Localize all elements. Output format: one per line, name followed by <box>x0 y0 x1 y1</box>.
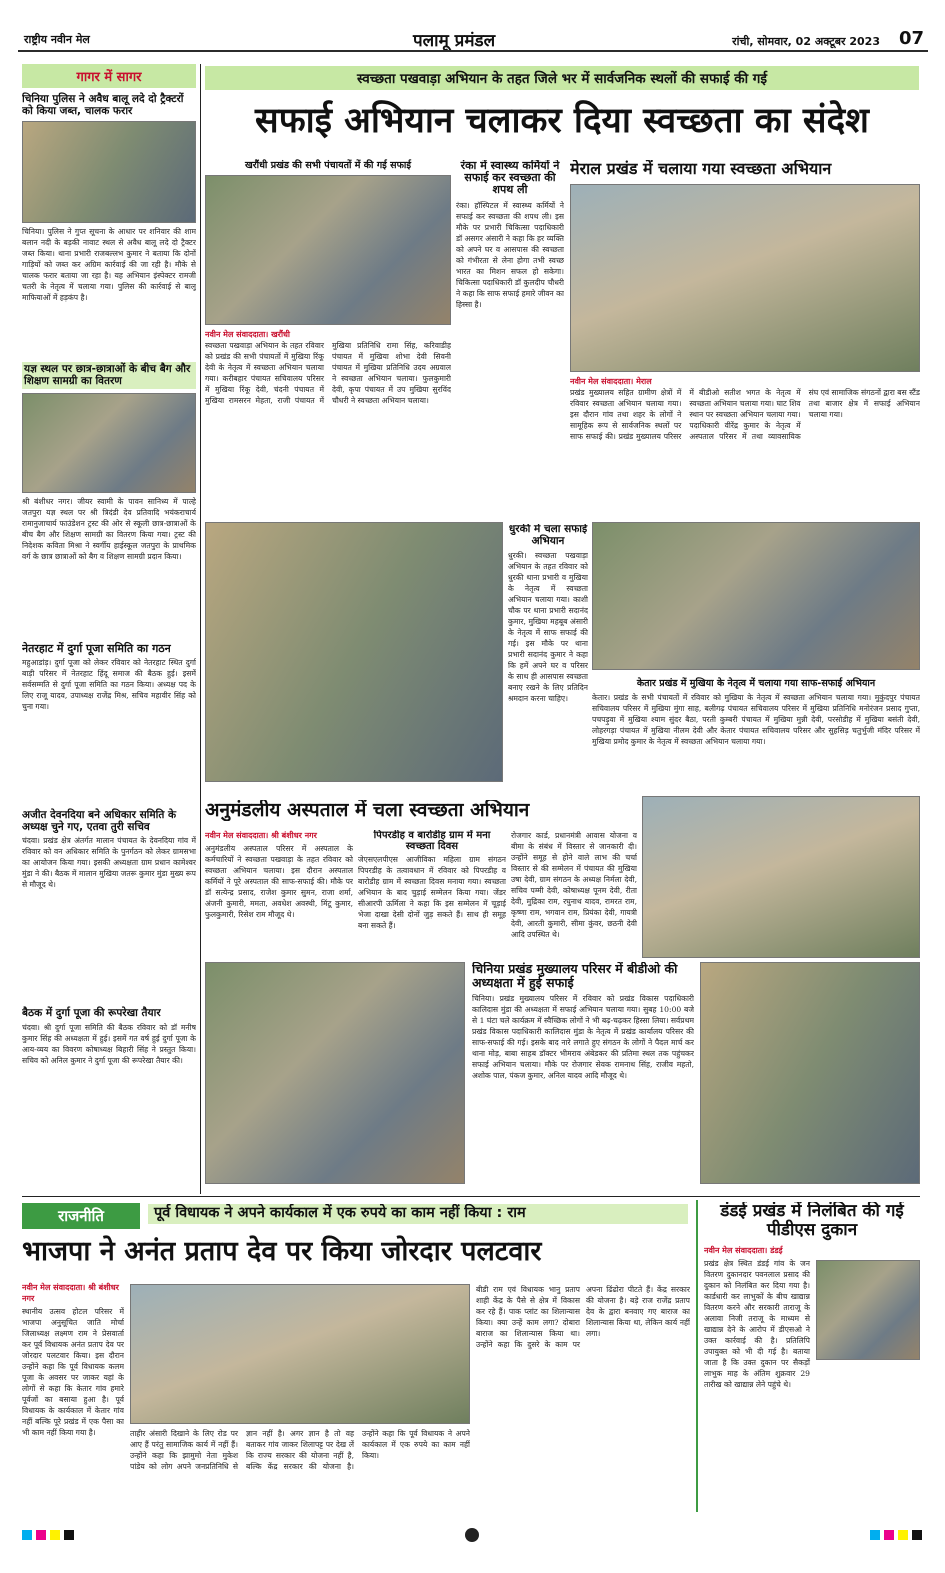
section-divider <box>22 1196 920 1197</box>
yellow-swatch <box>50 1530 60 1540</box>
ketar-photo <box>592 522 920 670</box>
politics-kicker: पूर्व विधायक ने अपने कार्यकाल में एक रुपये का काम नहीं किया : राम <box>148 1204 688 1224</box>
story-headline: यज्ञ स्थल पर छात्र-छात्राओं के बीच बैग और शिक्षण सामग्री का वितरण <box>22 362 196 389</box>
story-body: श्री बंशीधर नगर। जीयर स्वामी के पावन सानिध्य में पाल्हे जतपुरा यज्ञ स्थल पर श्री त्रिदंडी देव प्रतिवादि भयंकराचार्य रामानुजाचार्य फाउंडेशन ट्रस्ट की ओर से स्कूली छात्र-छात्राओं के बीच बैग और शिक्षण सामग्री का वितरण किया गया। ट्रस्ट की निदेशक कविता मिश्रा ने स्वर्गीय हाईस्कूल जतपुरा के प्राथमिक वर्ग के छात्र छात्राओं को बैग व शिक्षण सामग्री प्रदान किया। <box>22 497 196 562</box>
black-swatch <box>912 1530 922 1540</box>
section-label: राजनीति <box>22 1203 140 1229</box>
story-body: रोजगार कार्ड, प्रधानमंत्री आवास योजना व बीमा के संबंध में विस्तार से जानकारी दी। उन्होंने समूह से होने वाले लाभ की चर्चा विस्तार से की सम्मेलन में पंचायत की मुखिया उषा देवी, ग्राम संगठन के अध्यक्ष निर्मला देवी, सचिव पम्मी देवी, कोषाध्यक्ष पूनम देवी, रीता देवी, मुद्रिका राम, रघुनाथ यादव, रामरत राम, कृष्णा राम, भगवान राम, प्रियंका देवी, गायत्री देवी, आरती कुमारी, सीमा कुंवर, छठनी देवी आदि उपस्थित थे। <box>511 831 637 939</box>
story-body: बीडी राम एवं विधायक भानु प्रताप शाही केंद्र के पैसे से क्षेत्र में विकास कर रहे हैं। पाक प्लांट का शिलान्यास किया। क्या उन्हें काम लगा? दोबारा बाराज का शिलान्यास किया था। उन्होंने कहा कि दुसरे के काम पर अपना ढिंढोरा पीटते हैं। केंद्र सरकार की योजना है। बड़े राज राजेंद्र प्रताप देव के द्वारा बनवाए गए बाराज का शिलान्यास किया था, लेकिन कार्य नहीं लगा। <box>476 1285 690 1349</box>
bjp-leaders-photo <box>130 1284 470 1424</box>
ranka-story <box>456 160 564 518</box>
story-headline: नेतरहाट में दुर्गा पूजा समिति का गठन <box>22 642 171 656</box>
story-body: चिनिया। प्रखंड मुख्यालय परिसर में रविवार को प्रखंड विकास पदाधिकारी कालिदास मुंडा की अध्यक्षता में सफाई अभियान चलाया गया। सुबह 10:00 बजे से 1 घंटा चले कार्यक्रम में स्वैच्छिक लोगों ने भी बढ़-चढ़कर हिस्सा लिया। सर्वप्रथम प्रखंड विकास पदाधिकारी कालिदास मुंडा के नेतृत्व में प्रखंड कार्यालय परिसर की साफ-सफाई की गई। इसके बाद नारे लगाते हुए संगठन के लोगों ने पैदल मार्च कर थाना मोड़, बाबा साहब डॉक्टर भीमराव अंबेडकर की प्रतिमा स्थल तक पहुंचकर सफाई अभियान चलाया। मौके पर रोजगार सेवक रामनाथ सिंह, राजीव महतो, अशोक पाल, पंकज कुमार, अनिल यादव आदि मौजूद थे। <box>472 993 694 1080</box>
photo-caption: खरौंधी प्रखंड की सभी पंचायतों में की गई सफाई <box>244 160 412 171</box>
story-body: चंदवा। श्री दुर्गा पूजा समिति की बैठक रविवार को डॉ मनीष कुमार सिंह की अध्यक्षता में हुई। इसमें गत वर्ष हुई दुर्गा पूजा के आय-व्यय का विवरण कोषाध्यक्ष बिहारी सिंह ने प्रस्तुत किया। सचिव को अनिल कुमार ने दुर्गा पूजा की रूपरेखा तैयार की। <box>22 1022 196 1065</box>
masthead <box>18 28 928 52</box>
politics-headline: भाजपा ने अनंत प्रताप देव पर किया जोरदार पलटवार <box>22 1236 542 1267</box>
politics-story <box>22 1282 124 1510</box>
story-headline: बैठक में दुर्गा पूजा की रूपरेखा तैयार <box>22 1007 161 1020</box>
cleaning-photo <box>205 175 451 325</box>
story-headline: चिनिया पुलिस ने अवैध बालू लदे दो ट्रैक्टरों को किया जब्त, चालक फरार <box>22 93 184 117</box>
story-body: स्थानीय उत्सव होटल परिसर में भाजपा अनुसूचित जाति मोर्चा जिलाध्यक्ष लक्ष्मण राम ने प्रेसवार्ता कर पूर्व विधायक अनंत प्रताप देव पर जोरदार पलटवार किया। इस दौरान उन्होंने कहा कि पूर्व विधायक कलम पूजा के अवसर पर जाकर यहां के लोगों से कहा कि केतार गांव हमारे पूर्वजों का बसाया हुआ है। पूर्व विधायक के कार्यकाल में केतार गांव नहीं बल्कि पूरे प्रखंड में एक पैसा का भी काम नहीं किया गया है। <box>22 1307 124 1437</box>
lead-headline: सफाई अभियान चलाकर दिया स्वच्छता का संदेश <box>255 101 869 141</box>
ketar-story <box>592 522 920 787</box>
story-headline: डंडई प्रखंड में निलंबित की गई पीडीएस दुकान <box>720 1202 904 1240</box>
story-body: चंदवा। प्रखंड क्षेत्र अंतर्गत मालान पंचायत के देवनदिया गांव में रविवार को वन अधिकार समिति के पुनर्गठन को लेकर ग्रामसभा का आयोजन किया गया। इसकी अध्यक्षता ग्राम प्रधान कामेश्वर मुंडा ने की। बैठक में मालान मुखिया जतरू कुमार मुंडा मुख्य रूप से मौजूद थे। <box>22 836 196 890</box>
column-divider <box>200 64 201 1194</box>
meral-photo <box>570 184 920 372</box>
cyan-swatch <box>870 1530 880 1540</box>
lead-kicker: स्वच्छता पखवाड़ा अभियान के तहत जिले भर में सार्वजनिक स्थलों की सफाई की गई <box>205 66 919 90</box>
tractor-photo <box>22 121 196 223</box>
black-swatch <box>64 1530 74 1540</box>
story-headline: पिपरडीह व बारोडीह ग्राम में मना स्वच्छता दिवस <box>373 830 491 852</box>
magenta-swatch <box>884 1530 894 1540</box>
dhurki-story <box>508 524 588 782</box>
ration-shop-photo <box>816 1260 920 1360</box>
piprdih-story <box>358 830 506 958</box>
story-body: चिनिया। पुलिस ने गुप्त सूचना के आधार पर शनिवार की शाम बलान नदी के बड़की नावाट स्थल से अवैध बालू लदे दो ट्रैक्टर जब्त किया। थाना प्रभारी राजबल्लभ कुमार ने बताया कि दोनों गाड़ियों को जब्त कर अग्रिम कार्रवाई की जा रही है। मौके से चालक फरार बताया जा रहा है। यह अभियान इंस्पेक्टर रामजी चतरी के नेतृत्व में चलाया गया। पुलिस की कार्रवाई से बालू माफियाओं में हड़कंप है। <box>22 227 196 303</box>
story-headline: चिनिया प्रखंड मुख्यालय परिसर में बीडीओ की अध्यक्षता में हुई सफाई <box>472 962 678 990</box>
byline: नवीन मेल संवाददाता। मेराल <box>570 376 652 386</box>
story-body: केतार। प्रखंड के सभी पंचायतों में रविवार को मुखिया के नेतृत्व में स्वच्छता अभियान चलाया गया। मुकुंदपुर पंचायत सचिवालय परिसर में मुखिया मुंगा साह, बलीगढ़ पंचायत सचिवालय परिसर में मुखिया प्रतिनिधि मनोरंजन प्रसाद गुप्ता, पचपड़ुवा में मुखिया श्याम सुंदर बैठा, परती कुम्बरी पंचायत में मुखिया मुन्नी देवी, परसोडीह में मुखिया बसंती देवी, लोहरगड़ा पंचायत में मुखिया नीलम देवी और केतार पंचायत सचिवालय परिसर और सुहसिड़ चतुर्भुजी मंदिर परिसर में मुखिया प्रमोद कुमार के नेतृत्व में स्वच्छता अभियान चलाया गया। <box>592 693 920 746</box>
column-divider <box>696 1200 698 1512</box>
byline: नवीन मेल संवाददाता। डंडई <box>704 1246 783 1256</box>
cyan-swatch <box>22 1530 32 1540</box>
section-title: पलामू प्रमंडल <box>413 31 496 51</box>
story-headline: धुरकी में चला सफाई अभियान <box>508 524 588 547</box>
left-column <box>22 64 196 1194</box>
story-body: ताहीर अंसारी दिखाने के लिए रोड पर आए हैं परंतु सामाजिक कार्य में नहीं हैं। उन्होंने कहा कि झामुमो नेता मुकेश पांडेय को लोग अपने जनप्रतिनिधि से ज्ञान नहीं है। अगर ज्ञान है तो वह बताकर गांव जाकर शिलापट्ट पर देख लें कि राज्य सरकार की योजना नहीं है, बल्कि केंद्र सरकार की योजना है। उन्होंने कहा कि पूर्व विधायक ने अपने कार्यकाल में एक रुपये का काम नहीं किया। <box>130 1429 470 1471</box>
hospital-headline: अनुमंडलीय अस्पताल में चला स्वच्छता अभियान <box>205 800 530 821</box>
print-register-bar <box>22 1528 922 1542</box>
story-body: महुआडांड़। दुर्गा पूजा को लेकर रविवार को नेतरहाट स्थित दुर्गा बाड़ी परिसर में नेतरहाट हिंदू समाज की बैठक हुई। इसमें सर्वसम्मति से दुर्गा पूजा समिति का गठन किया। अध्यक्ष पद के लिए राजू यादव, उपाध्यक्ष राजेंद्र मिश्र, सचिव महावीर सिंह को चुना गया। <box>22 658 196 712</box>
register-mark-icon <box>465 1528 479 1542</box>
piprdih-photo <box>205 962 465 1184</box>
chiniya-story <box>472 962 694 1184</box>
newspaper-logo: राष्ट्रीय नवीन मेल <box>24 33 90 46</box>
story-headline: रंका में स्वास्थ्य कर्मियों ने सफाई कर स्वच्छता की शपथ ली <box>460 160 560 197</box>
column-label: गागर में सागर <box>22 64 196 88</box>
byline: नवीन मेल संवाददाता। श्री बंशीधर नगर <box>22 1283 119 1303</box>
byline: नवीन मेल संवाददाता। खरौंधी <box>205 330 291 339</box>
photo-caption: केतार प्रखंड में मुखिया के नेतृत्व में चलाया गया साफ-सफाई अभियान <box>636 678 876 689</box>
page-number: 07 <box>898 28 924 49</box>
story-body: अनुमंडलीय अस्पताल परिसर में अस्पताल के कर्मचारियों ने स्वच्छता पखवाड़ा के तहत रविवार को स्वच्छता अभियान चलाया। इस दौरान अस्पताल कर्मियों ने पूरे अस्पताल की साफ-सफाई की। मौके पर डॉ सत्येन्द्र प्रसाद, राजेश कुमार सुमन, राजा शर्मा, अंजनी कुमारी, ममता, अवधेश अवस्थी, मिंटू कुमार, फुलकुमारी, रिसेश राम मौजूद थे। <box>205 844 353 919</box>
story-headline: अजीत देवनदिया बने अधिकार समिति के अध्यक्ष चुने गए, एतवा तुरी सचिव <box>22 809 177 833</box>
story-body: रंका। हॉस्पिटल में स्वास्थ्य कर्मियों ने सफाई कर स्वच्छता की शपथ ली। इस मौके पर प्रभारी चिकित्सा पदाधिकारी डॉ असगर अंसारी ने कहा कि हर व्यक्ति को अपने घर व आसपास की स्वच्छता को गंभीरता से लेना होगा तभी स्वच्छ भारत का मिशन सफल हो सकेगा। चिकित्सा पदाधिकारी डॉ कुलदीप चौधरी ने कहा कि साफ सफाई हमारे जीवन का हिस्सा है। <box>456 201 564 310</box>
chiniya-photo <box>700 962 920 1184</box>
story-headline: मेराल प्रखंड में चलाया गया स्वच्छता अभियान <box>570 160 832 178</box>
byline: नवीन मेल संवाददाता। श्री बंशीधर नगर <box>205 831 317 840</box>
hospital-photo <box>642 796 920 958</box>
distribution-photo <box>22 393 196 493</box>
magenta-swatch <box>36 1530 46 1540</box>
hospital-story <box>205 830 353 958</box>
story-body: प्रखंड मुख्यालय सहित ग्रामीण क्षेत्रों में रविवार स्वच्छता अभियान चलाया गया। इस दौरान गांव तथा शहर के लोगों ने सामूहिक रूप से सार्वजनिक स्थलों पर साफ सफाई की। प्रखंड मुख्यालय परिसर में बीडीओ सतीश भगत के नेतृत्व में स्वच्छता अभियान चलाया गया। घाट शिव स्थान पर स्वच्छता अभियान चलाया गया। पदाधिकारी वीरेंद्र कुमार के नेतृत्व में अस्पताल परिसर में तथा व्यावसायिक संघ एवं सामाजिक संगठनों द्वारा बस स्टैंड तथा बाजार क्षेत्र में सफाई अभियान चलाया गया। <box>570 387 920 441</box>
kharaundhi-story <box>205 158 451 518</box>
meral-story <box>570 160 920 520</box>
story-body: जेएसएलपीएस आजीविका महिला ग्राम संगठन पिपरडीह के तत्वावधान में रविवार को पिपरडीह व बारोडीह ग्राम में स्वच्छता दिवस मनाया गया। स्वच्छता अभियान के बाद चुड़ाई सम्मेलन किया गया। जेंडर सीआरपी ऊर्मिला ने कहा कि इस सम्मेलन में चूड़ाई भेजा दाखा देसी दोनों जुड़ सकते हैं। साथ ही समूह बना सकते हैं। <box>358 855 506 930</box>
yellow-swatch <box>898 1530 908 1540</box>
dhurki-photo <box>205 522 503 782</box>
story-body: धुरकी। स्वच्छता पखवाड़ा अभियान के तहत रविवार को धुरकी थाना प्रभारी व मुखिया के नेतृत्व में स्वच्छता अभियान चलाया गया। काशी चौक पर थाना प्रभारी सदानंद कुमार, मुखिया महबूब अंसारी के नेतृत्व में साफ सफाई की गई। इस मौके पर थाना प्रभारी सदानंद कुमार ने कहा कि हमें अपने घर व परिसर के साथ ही आसपास स्वच्छता बनाए रखने के लिए प्रतिदिन श्रमदान करना चाहिए। <box>508 551 588 704</box>
dateline: रांची, सोमवार, 02 अक्टूबर 2023 <box>732 35 880 48</box>
story-body: स्वच्छता पखवाड़ा अभियान के तहत रविवार को प्रखंड की सभी पंचायतों में मुखिया रिंकू देवी के नेतृत्व में स्वच्छता अभियान चलाया गया। करीबहार पंचायत सचिवालय परिसर में मुखिया रिंकू देवी, चंदनी पंचायत में मुखिया रामसरन मेहता, राजी पंचायत में मुखिया प्रतिनिधि रामा सिंह, करिवाडीह पंचायत में मुखिया शोभा देवी सिवनी पंचायत में मुखिया प्रतिनिधि उदय अग्रवाल ने स्वच्छता अभियान चलाया। फुलकुमारी देवी, कृपा पंचायत में उप मुखिया सुरविंद चौधरी ने स्वच्छता अभियान चलाया। <box>205 341 451 405</box>
dandai-story <box>704 1202 920 1512</box>
story-body: प्रखंड क्षेत्र स्थित डंडई गांव के जन वितरण दुकानदार पवनलाल प्रसाद की दुकान को निलंबित कर दिया गया है। कार्डधारी कर लाभुकों के बीच खाद्यान्न वितरण करने और सरकारी ताराजू के अलावा निजी तराजू के माध्यम से खाद्यान्न देने के आरोप में डीएसओ ने उक्त कार्रवाई की है। प्रतिलिपि उपायुक्त को भी दी गई है। बताया जाता है कि उक्त दुकान पर सैकड़ों लाभुक माह के अंतिम शुक्रवार 29 तारीख को खाद्यान्न लेने पहुंचे थे। <box>704 1259 810 1390</box>
